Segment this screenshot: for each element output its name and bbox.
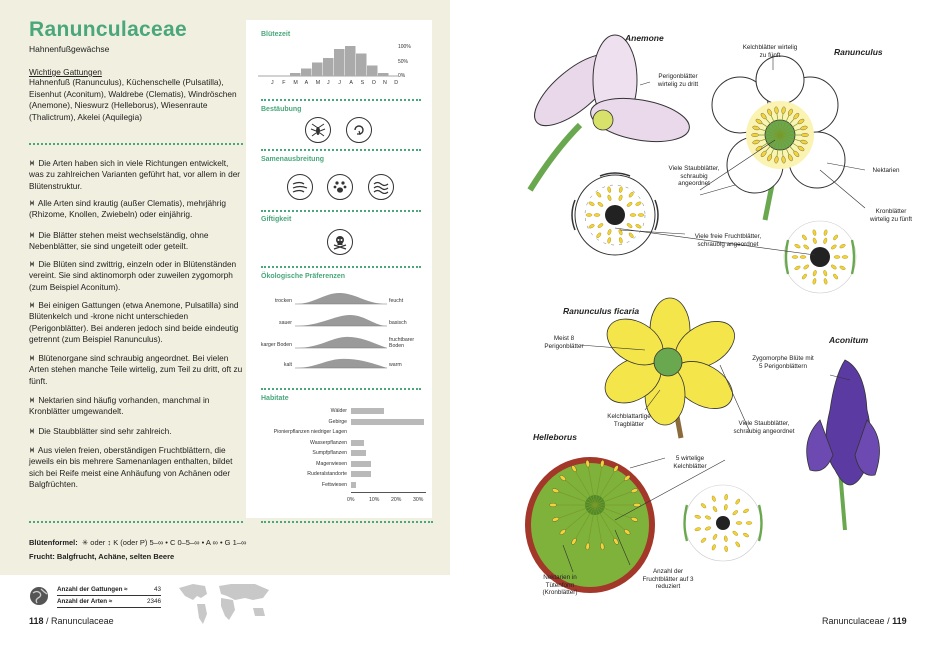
month-label: O [371, 80, 376, 86]
bluetezeit-bar [301, 69, 312, 77]
genera-count-row: Anzahl der Gattungen ≈ 43 [57, 586, 161, 596]
month-label: M [315, 80, 321, 86]
diamond-icon [30, 447, 33, 453]
month-label: F [282, 80, 286, 86]
bullet-item: Die Staubblätter sind sehr zahlreich. [29, 426, 243, 437]
ficaria-perigon-label: Meist 8 Perigonblätter [544, 335, 584, 350]
animal-icon [327, 174, 353, 200]
skull-icon [327, 229, 353, 255]
anther [802, 133, 809, 137]
bluetezeit-bar [290, 73, 301, 76]
eco-left-label: sauer [279, 320, 292, 326]
month-label: S [360, 80, 365, 86]
anther [752, 133, 759, 137]
habitat-bar [351, 419, 424, 425]
pct-label: 100% [398, 44, 411, 50]
bullet-item: Die Blätter stehen meist wechselständig, ohne Nebenblätter, sie sind ungeteilt oder geteilt. [29, 230, 209, 252]
insect-icon [305, 117, 331, 143]
wind-icon [287, 174, 313, 200]
diamond-icon [30, 397, 33, 403]
anemone-diagram [572, 173, 658, 255]
eco-right-label: warm [389, 362, 402, 368]
month-label: J [338, 80, 341, 86]
diagram-dot [638, 214, 644, 217]
habitat-label: Magerwiesen [316, 460, 347, 467]
bluetezeit-bar [356, 54, 367, 77]
divider [261, 99, 421, 101]
divider [261, 266, 421, 268]
diamond-icon [30, 160, 33, 166]
species-count-row: Anzahl der Arten ≈ 2346 [57, 598, 161, 608]
bullet-item: Aus vielen freien, oberständigen Fruchtblättern, die jeweils ein bis mehrere Samenanlagen enthalten, bildet sich bei Reife meist eine Anhäufung von Achänen oder Balgfrüchten. [29, 445, 233, 490]
diagram-dot [842, 256, 848, 259]
bullet-item: Die Arten haben sich in viele Richtungen entwickelt, was zu zahlreichen Varianten geführt hat, vor allem in der Blütenstruktur. [29, 158, 241, 191]
anther [634, 503, 641, 507]
diagram-dot [746, 522, 752, 525]
bluetezeit-chart [258, 42, 398, 80]
diagram-dot [594, 214, 600, 217]
samenausbreitung-heading: Samenausbreitung [261, 156, 325, 163]
pct-label: 50% [398, 59, 409, 65]
fruchtblaetter-label: Viele freie Fruchtblätter, schraubig angeordnet [694, 233, 762, 248]
month-label: M [293, 80, 298, 86]
formula-label: Blütenformel: [29, 538, 78, 547]
diamond-icon [30, 355, 33, 361]
month-label: J [327, 80, 330, 86]
diagram-dot [800, 256, 806, 259]
divider [261, 149, 421, 151]
eco-right-label: basisch [389, 320, 407, 326]
habitat-bar [351, 408, 384, 414]
page-footer-right: Ranunculaceae / 119 [822, 616, 907, 626]
aconitum-label: Zygomorphe Blüte mit 5 Perigonblättern [752, 355, 814, 370]
eco-right-label: feucht [389, 298, 404, 304]
habitat-bar [351, 440, 364, 446]
water-icon [368, 174, 394, 200]
pct-label: 0% [398, 73, 406, 79]
bluetezeit-bar [367, 66, 378, 77]
page-footer-left: 118 / Ranunculaceae [29, 616, 114, 626]
self-pollination-icon [346, 117, 372, 143]
flower-formula [29, 538, 246, 547]
flower-illustrations [455, 0, 947, 648]
habitat-label: Pionierpflanzen niedriger Lagen [273, 429, 347, 435]
divider [261, 521, 433, 523]
habitat-bar [351, 471, 371, 477]
habitat-tick: 30% [413, 497, 424, 503]
habitat-bar [351, 461, 371, 467]
divider [29, 521, 243, 523]
bluetezeit-heading: Blütezeit [261, 31, 291, 38]
helleborus-diagram [685, 485, 762, 561]
bullet-item: Die Blüten sind zwittrig, einzeln oder in Blütenständen vereint. Sie sind aktinomorph oder zuweilen zygomorph (zum Beispiel Aconitum). [29, 259, 237, 292]
diagram-dot [586, 214, 592, 217]
ficaria-kelch-label: Kelchblattartige Tragblätter [607, 413, 651, 428]
divider [261, 210, 421, 212]
bullet-item: Alle Arten sind krautig (außer Clematis), mehrjährig (Rhizome, Knollen, Zwiebeln) oder einjährig. [29, 198, 226, 220]
diamond-icon [30, 261, 33, 267]
oekologie-heading: Ökologische Präferenzen [261, 273, 346, 280]
month-label: A [304, 80, 309, 86]
diagram-dot [834, 256, 840, 259]
aconitum-name: Aconitum [829, 335, 869, 345]
eco-curves [295, 288, 387, 372]
bluetezeit-bar [334, 49, 345, 76]
bestaeubung-heading: Bestäubung [261, 106, 302, 113]
bullet-item: Blütenorgane sind schraubig angeordnet. Bei vielen Arten stehen manche Teile wirtelig, zum Teil zu dritt, oft zu fünft. [29, 353, 243, 386]
family-title: Ranunculaceae [29, 18, 187, 41]
ficaria-staub-label: Viele Staubblätter, schraubig angeordnet [733, 420, 795, 435]
diagram-dot [736, 522, 742, 525]
bullet-item: Nektarien sind häufig vorhanden, manchmal in Kronblätter umgewandelt. [29, 395, 210, 417]
habitat-tick: 10% [369, 497, 380, 503]
ranunculus-name: Ranunculus [834, 47, 883, 57]
ranunculus-kron-label: Kronblätter wirtelig zu fünft [870, 208, 912, 223]
helleborus-kelch-label: 5 wirtelige Kelchblätter [673, 455, 707, 470]
habitate-heading: Habitate [261, 395, 289, 402]
eco-right-label: fruchtbarer Boden [389, 337, 415, 349]
habitat-tick: 0% [347, 497, 355, 503]
diagram-dot [630, 214, 636, 217]
helleborus-nektar-label: Nektarien in Tütenform (Kronblätter) [542, 574, 578, 596]
habitat-label: Fettwiesen [321, 481, 347, 488]
habitat-axis [351, 492, 426, 493]
helleborus-flower [528, 460, 652, 590]
ficaria-name: Ranunculus ficaria [563, 306, 640, 316]
habitat-bar [351, 482, 356, 488]
anemone-name: Anemone [625, 33, 664, 43]
staubblaetter-label: Viele Staubblätter, schraubig angeordnet [668, 165, 720, 187]
month-label: J [271, 80, 274, 86]
family-subtitle: Hahnenfußgewächse [29, 44, 110, 54]
diagram-dot [792, 256, 798, 259]
eco-left-label: kalt [283, 362, 292, 368]
fruit-text: Frucht: Balgfrucht, Achäne, selten Beere [29, 552, 175, 561]
bluetezeit-bar [312, 63, 323, 77]
page-number: 118 [29, 616, 44, 626]
ranunculus-diagram [784, 221, 856, 293]
world-map [175, 578, 273, 626]
month-label: D [394, 80, 399, 86]
aconitum-flower [807, 360, 880, 530]
helleborus-name: Helleborus [533, 432, 577, 442]
bullet-item: Bei einigen Gattungen (etwa Anemone, Pulsatilla) sind Blütenkelch und -krone nicht unterschieden (Perigonblätter). Bei anderen jedoch sind beide eindeutig getrennt (zum Beispiel Ranunculus). [29, 300, 239, 345]
divider [261, 388, 421, 390]
habitat-tick: 20% [391, 497, 402, 503]
genera-heading: Wichtige Gattungen [29, 67, 102, 77]
globe-icon [29, 586, 49, 606]
habitat-label: Gebirge [328, 418, 347, 425]
diamond-icon [30, 302, 33, 308]
footer-family: Ranunculaceae [51, 616, 114, 626]
genera-count: 43 [153, 586, 161, 593]
anemone-label: Perigonblätter wirtelig zu dritt [657, 73, 699, 88]
bluetezeit-bar [323, 58, 334, 76]
month-label: N [383, 80, 387, 86]
month-label: A [349, 80, 353, 86]
anther [550, 503, 557, 507]
diamond-icon [30, 428, 33, 434]
divider [29, 143, 243, 145]
bluetezeit-bar [378, 73, 389, 76]
diamond-icon [30, 200, 33, 206]
page-number: 119 [892, 616, 907, 626]
ranunculus-nektarien-label: Nektarien [872, 167, 900, 174]
ranunculus-flower [712, 56, 845, 220]
habitat-label: Wälder [330, 408, 347, 414]
habitat-bar [351, 450, 366, 456]
ranunculus-kelch-label: Kelchblätter wirtelig zu fünft [742, 44, 798, 59]
bluetezeit-bar [345, 46, 356, 76]
formula-text: ✳ oder ↕ K (oder P) 5–∞ • C 0–5–∞ • A ∞ • G 1–∞ [81, 538, 247, 547]
eco-left-label: trocken [274, 298, 292, 304]
footer-family: Ranunculaceae [822, 616, 885, 626]
habitat-label: Sumpfpflanzen [312, 450, 347, 456]
habitat-label: Wasserpflanzen [309, 439, 347, 446]
eco-left-label: karger Boden [260, 342, 292, 348]
genera-list: Hahnenfuß (Ranunculus), Küchenschelle (Pulsatilla), Eisenhut (Aconitum), Waldrebe (Clematis), Windröschen (Anemone), Nieswurz (Helleborus), Wiesenraute (Thalictrum), Akelei (Aquilegia) [29, 77, 237, 122]
species-count: 2346 [146, 598, 161, 605]
helleborus-frucht-label: Anzahl der Fruchtblätter auf 3 reduziert [642, 568, 694, 590]
giftigkeit-heading: Giftigkeit [261, 216, 292, 223]
diamond-icon [30, 232, 33, 238]
habitat-label: Ruderalstandorte [307, 471, 347, 477]
